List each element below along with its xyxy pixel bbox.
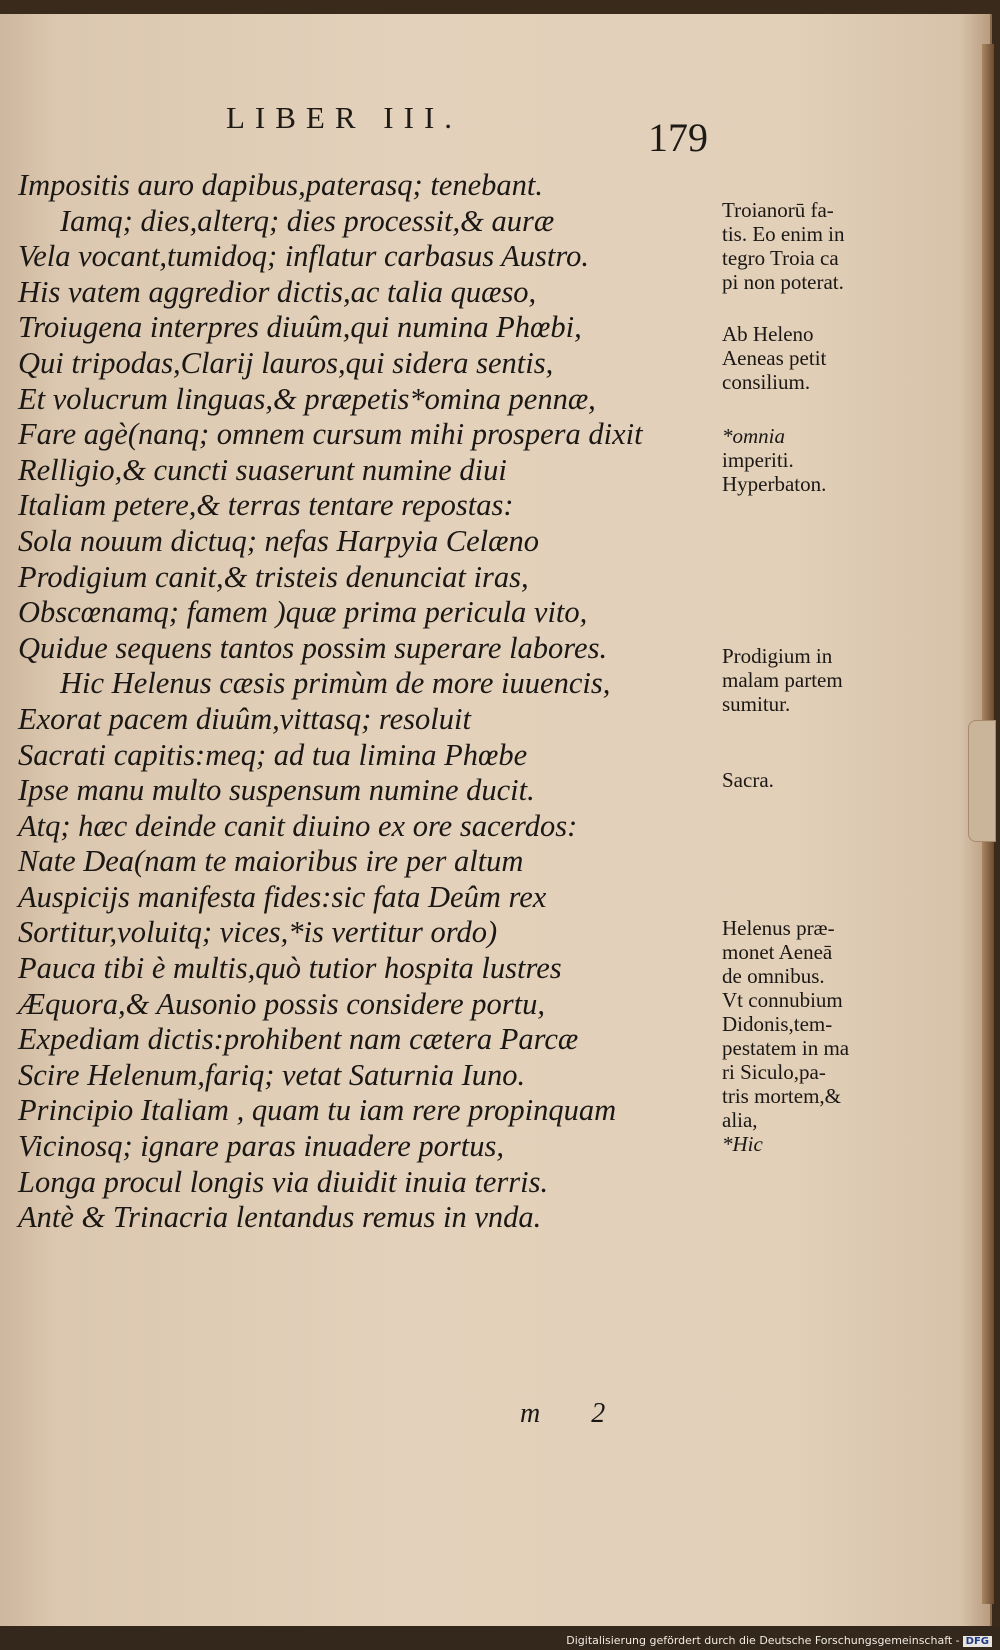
marginal-note	[722, 768, 902, 792]
footer-credit	[566, 1634, 992, 1647]
verse-line: Obscœnamq; famem )quæ prima pericula vito,	[18, 595, 588, 630]
note-line: ri Siculo,pa-	[722, 1060, 826, 1084]
verse-line: Et volucrum linguas,& præpetis*omina pennæ,	[18, 381, 596, 416]
verse-line: Antè & Trinacria lentandus remus in vnda.	[18, 1200, 542, 1235]
marginal-note	[722, 322, 902, 394]
verse-line: Qui tripodas,Clarij lauros,qui sidera sentis,	[18, 345, 554, 380]
verse-line: Hic Helenus cæsis primùm de more iuuencis,	[60, 666, 611, 701]
verse-line: Italiam petere,& terras tentare repostas:	[18, 488, 514, 523]
verse-line: Impositis auro dapibus,paterasq; tenebant.	[18, 168, 543, 202]
note-line: Aeneas petit	[722, 346, 827, 370]
verse-line: Longa procul longis via diuidit inuia terris.	[18, 1164, 549, 1199]
signature-mark: m 2	[520, 1398, 628, 1429]
verse-line: Vela vocant,tumidoq; inflatur carbasus Austro.	[18, 239, 590, 274]
verse-line: Sola nouum dictuq; nefas Harpyia Celæno	[18, 523, 540, 558]
note-line: de omnibus.	[722, 964, 825, 988]
verse-line: Scire Helenum,fariq; vetat Saturnia Iuno.	[18, 1057, 526, 1092]
verse-line: Exorat pacem diuûm,vittasq; resoluit	[18, 701, 471, 736]
marginal-note	[722, 424, 902, 496]
verse-line: Vicinosq; ignare paras inuadere portus,	[18, 1129, 504, 1164]
verse-line: Sortitur,voluitq; vices,*is vertitur ordo)	[18, 915, 498, 950]
note-line: imperiti.	[722, 448, 794, 472]
verse-line: Relligio,& cuncti suaserunt numine diui	[18, 452, 507, 487]
marginal-note	[722, 644, 902, 716]
verse-line: Æquora,& Ausonio possis considere portu,	[18, 986, 546, 1021]
verse-line: Principio Italiam , quam tu iam rere propinquam	[18, 1093, 617, 1128]
dfg-logo: DFG	[963, 1636, 992, 1647]
verse-line: His vatem aggredior dictis,ac talia quæso,	[18, 274, 537, 309]
note-line: Troianorū fa-	[722, 198, 834, 222]
note-line: Vt connubium	[722, 988, 843, 1012]
note-line: Helenus præ-	[722, 916, 835, 940]
note-line: monet Aeneā	[722, 940, 833, 964]
verse-text-block	[18, 168, 698, 1236]
note-line: *omnia	[722, 424, 785, 448]
verse-line: Pauca tibi è multis,quò tutior hospita lustres	[18, 951, 562, 986]
note-line: pi non poterat.	[722, 270, 844, 294]
verse-line: Sacrati capitis:meq; ad tua limina Phœbe	[18, 737, 528, 772]
verse-line: Auspicijs manifesta fides:sic fata Deûm rex	[18, 879, 547, 914]
verse-line: Fare agè(nanq; omnem cursum mihi prospera dixit	[18, 417, 643, 452]
note-line: Prodigium in	[722, 644, 833, 668]
note-line: Sacra.	[722, 768, 774, 792]
note-line: tris mortem,&	[722, 1084, 841, 1108]
note-line: tegro Troia ca	[722, 246, 839, 270]
verse-line: Ipse manu multo suspensum numine ducit.	[18, 773, 535, 808]
page-header-title: LIBER III.	[226, 100, 463, 135]
note-line: sumitur.	[722, 692, 791, 716]
note-line: malam partem	[722, 668, 843, 692]
note-line: pestatem in ma	[722, 1036, 850, 1060]
verse-line: Iamq; dies,alterq; dies processit,& auræ	[60, 203, 555, 238]
verse-line: Prodigium canit,& tristeis denunciat iras,	[18, 559, 529, 594]
note-line: Didonis,tem-	[722, 1012, 833, 1036]
verse-line: Nate Dea(nam te maioribus ire per altum	[18, 844, 524, 879]
verse-line: Expediam dictis:prohibent nam cætera Parcæ	[18, 1022, 579, 1057]
verse-line: Atq; hæc deinde canit diuino ex ore sacerdos:	[18, 808, 578, 843]
verse-line: Troiugena interpres diuûm,qui numina Phœbi,	[18, 310, 582, 345]
marginal-note	[722, 198, 902, 294]
note-line: Ab Heleno	[722, 322, 814, 346]
note-line: *Hic	[722, 1132, 763, 1156]
page-number: 179	[648, 115, 708, 160]
note-line: tis. Eo enim in	[722, 222, 845, 246]
marginal-note	[722, 916, 902, 1156]
footer-credit-text: Digitalisierung gefördert durch die Deutsche Forschungsgemeinschaft -	[566, 1634, 960, 1647]
page-tab-mark	[968, 720, 996, 842]
verse-line: Quidue sequens tantos possim superare labores.	[18, 630, 608, 665]
note-line: alia,	[722, 1108, 758, 1132]
note-line: consilium.	[722, 370, 811, 394]
note-line: Hyperbaton.	[722, 472, 827, 496]
